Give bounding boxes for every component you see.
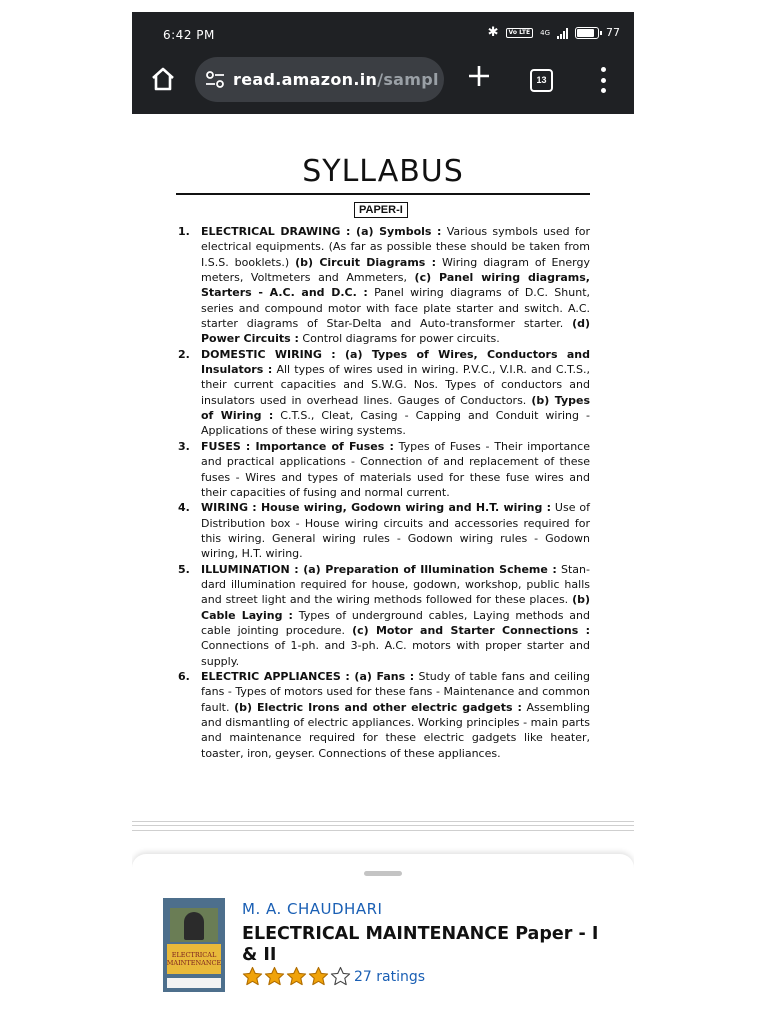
book-cover[interactable] — [163, 898, 225, 992]
volte-icon: Vo LTE — [506, 28, 534, 38]
home-icon — [150, 67, 176, 91]
item-number: 1. — [178, 225, 190, 238]
item-heading: DOMESTIC WIRING : (a) Types of Wires, Conductors and Insulators : — [201, 347, 590, 377]
syllabus-item — [178, 669, 590, 761]
star-filled-icon — [308, 966, 329, 987]
new-tab-button[interactable] — [466, 63, 492, 93]
item-text: Types of Fuses - Their importance and practical applications - Connection of and replacement of these fuses - Wires and types of materials used for these fuse wires and their capacities of fusing and normal current. — [201, 439, 590, 499]
item-number: 6. — [178, 669, 190, 683]
item-text: Connections of 1-ph. and 3-ph. A.C. motors with proper starter and supply. — [201, 639, 590, 668]
item-number: 3. — [178, 439, 190, 453]
item-text: Wiring diagram of Energy meters, Voltmeters and Ammeters, — [201, 255, 590, 285]
item-heading: (b) Types of Wiring : — [201, 393, 590, 423]
item-text: Types of underground cables, Laying methods and cable jointing procedure. — [201, 608, 590, 637]
book-author[interactable]: M. A. CHAUDHARI — [242, 900, 383, 918]
page-divider — [132, 830, 634, 831]
item-heading: ILLUMINATION : (a) Preparation of Illumination Scheme : — [201, 562, 557, 576]
item-text: All types of wires used in wiring. P.V.C., V.I.R. and C.T.S., their current capacities and S.W.G. Nos. Types of conductors and insulators used in overhead lines. Gauges of Conductors. — [201, 363, 590, 407]
tab-count: 13 — [536, 75, 547, 85]
item-heading: (d) Power Circuits : — [201, 317, 590, 346]
ratings-count[interactable]: 27 ratings — [354, 968, 426, 985]
item-heading: (c) Motor and Starter Connections : — [352, 623, 591, 637]
book-info-sheet[interactable] — [132, 854, 634, 1024]
battery-icon — [575, 27, 599, 39]
item-heading: (b) Electric Irons and other electric gadgets : — [234, 700, 522, 714]
network-type: 4G — [540, 28, 550, 37]
syllabus-item — [178, 562, 590, 669]
paper-label: PAPER-I — [354, 202, 408, 218]
page-title: SYLLABUS — [302, 154, 464, 189]
item-number: 4. — [178, 501, 190, 515]
syllabus-item — [178, 439, 590, 500]
url-domain: read.amazon.in — [233, 70, 378, 89]
item-heading: WIRING : House wiring, Godown wiring and H.T. wiring : — [201, 501, 551, 515]
item-heading: (c) Panel wiring diagrams, Starters - A.C. and D.C. : — [201, 271, 590, 300]
new-tab-icon — [466, 63, 492, 89]
syllabus-item — [178, 347, 590, 439]
item-heading: ELECTRIC APPLIANCES : (a) Fans : — [201, 669, 415, 683]
status-icons — [488, 25, 620, 40]
battery-level: 77 — [606, 26, 620, 39]
item-heading: FUSES : Importance of Fuses : — [201, 439, 394, 453]
book-page — [132, 114, 634, 819]
star-filled-icon — [264, 966, 285, 987]
item-text: C.T.S., Cleat, Casing - Capping and Conduit wiring - Applications of these wiring systems. — [201, 409, 590, 438]
book-title[interactable]: ELECTRICAL MAINTENANCE Paper - I & II — [242, 924, 599, 965]
item-heading: (b) Cable Laying : — [201, 593, 590, 622]
item-text: Use of Distribution box - House wiring circuits and accessories required for this wiring. General wiring rules - Godown wiring rules - Godown wiring, H.T. wiring. — [201, 501, 590, 561]
signal-icon — [557, 27, 568, 39]
status-time: 6:42 PM — [163, 28, 215, 42]
page-divider — [132, 825, 634, 826]
tab-switcher-button[interactable] — [530, 69, 553, 92]
stars — [242, 966, 352, 987]
item-number: 5. — [178, 562, 190, 576]
item-heading: ELECTRICAL DRAWING : (a) Symbols : — [201, 225, 442, 238]
syllabus-item — [178, 500, 590, 561]
site-settings-icon[interactable] — [205, 71, 225, 89]
syllabus-list — [178, 224, 590, 761]
cover-text: MAINTENANCE — [166, 959, 222, 967]
item-text: Assembling and dismantling of electric appliances. Working principles - main parts and maintenance required for these electric gadgets like heater, toaster, iron, geyser. Connections of these appliances. — [201, 700, 591, 760]
item-text: Stan-dard illumination required for house, godown, workshop, public halls and street light and the wiring methods followed for these places. — [201, 562, 590, 607]
sheet-drag-handle[interactable] — [364, 871, 402, 876]
address-bar[interactable] — [195, 57, 444, 102]
cover-text: ELECTRICAL — [171, 951, 217, 959]
browser-chrome — [132, 12, 634, 114]
home-button[interactable] — [150, 67, 176, 91]
item-text: Panel wiring diagrams of D.C. Shunt, series and compound motor with face plate starter and switch. A.C. starter diagrams of Star-Delta and Auto-transformer starter. — [201, 286, 591, 331]
star-rating[interactable] — [242, 966, 425, 987]
url-text[interactable] — [233, 70, 439, 89]
item-text: Study of table fans and ceiling fans - Types of motors used for these fans - Maintenance and common fault. — [201, 669, 591, 714]
url-path: /sampl — [377, 70, 439, 89]
star-filled-icon — [286, 966, 307, 987]
syllabus-item — [178, 224, 590, 347]
star-filled-icon — [242, 966, 263, 987]
title-divider — [176, 193, 590, 195]
menu-icon[interactable] — [598, 67, 608, 93]
page-divider — [132, 821, 634, 822]
item-heading: (b) Circuit Diagrams : — [295, 255, 437, 269]
item-text: Control diagrams for power circuits. — [298, 332, 500, 346]
browser-window — [132, 12, 634, 1024]
item-number: 2. — [178, 347, 190, 361]
bluetooth-icon: ✱ — [487, 25, 499, 40]
star-empty-icon — [330, 966, 351, 987]
item-text: Various symbols used for electrical equipments. (As far as possible these should be taken from I.S.S. booklets.) — [201, 225, 590, 269]
